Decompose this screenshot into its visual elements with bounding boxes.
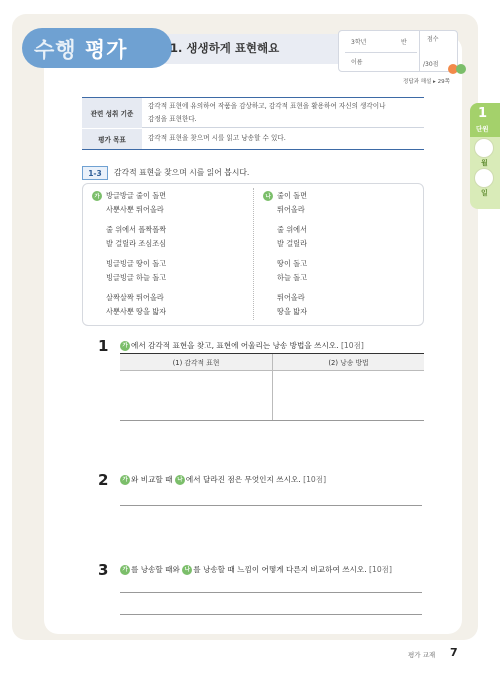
poem-a-badge: 가 bbox=[120, 565, 130, 575]
answer-table bbox=[120, 353, 424, 421]
question-text bbox=[120, 340, 364, 351]
poem-a-badge: 가 bbox=[92, 191, 102, 201]
poem-b-line: 하늘 돌고 bbox=[277, 273, 308, 282]
criteria-table bbox=[82, 97, 424, 150]
grade-label: 3학년 bbox=[351, 39, 367, 46]
class-label: 반 bbox=[401, 39, 407, 46]
poem-a-line: 사뿐사뿐 뛰어올라 bbox=[106, 205, 164, 214]
question-2-text-part2: 에서 달라진 점은 무엇인지 쓰시오. bbox=[185, 475, 301, 484]
question-points: [10점] bbox=[340, 341, 364, 350]
question-2-text-part1: 와 비교할 때 bbox=[131, 475, 175, 484]
answer-reference: 정답과 해설 ▸ 29쪽 bbox=[403, 79, 450, 85]
month-label: 월 bbox=[481, 159, 488, 167]
poem-b-line: 땅이 돌고 bbox=[277, 259, 308, 268]
criteria-value-line: 감각적 표현에 유의하여 작품을 감상하고, 감각적 표현을 활용하여 자신의 생각이나 bbox=[148, 102, 386, 110]
poem-a-line: 줄 위에서 폴짝폴짝 bbox=[106, 225, 167, 234]
month-circle bbox=[474, 138, 494, 158]
question-text bbox=[120, 474, 326, 485]
poem-divider bbox=[253, 188, 254, 320]
answer-line[interactable] bbox=[120, 614, 422, 615]
poem-a-line: 살짝살짝 뛰어올라 bbox=[106, 293, 164, 302]
student-info-box bbox=[338, 30, 458, 72]
total-score: /30점 bbox=[423, 61, 439, 68]
logo-icon bbox=[456, 64, 466, 74]
poem-a-line: 방글방글 줄이 돌면 bbox=[106, 191, 167, 200]
poem-a-line: 빙글빙글 땅이 돌고 bbox=[106, 259, 167, 268]
poem-b-badge: 나 bbox=[182, 565, 192, 575]
poem-b-badge: 나 bbox=[263, 191, 273, 201]
poem-b-badge: 나 bbox=[175, 475, 185, 485]
info-divider bbox=[345, 52, 417, 53]
question-points: [10점] bbox=[369, 565, 392, 574]
question-number: 3 bbox=[98, 561, 109, 579]
question-number: 1 bbox=[98, 337, 109, 355]
poem-a-badge: 가 bbox=[120, 475, 130, 485]
goal-value: 감각적 표현을 찾으며 시를 읽고 낭송할 수 있다. bbox=[148, 134, 286, 142]
criteria-label: 관련 성취 기준 bbox=[82, 98, 142, 128]
poem-b-line: 뛰어올라 bbox=[277, 205, 305, 214]
answer-line[interactable] bbox=[120, 592, 422, 593]
question-text bbox=[120, 564, 392, 575]
criteria-value-line: 감정을 표현한다. bbox=[148, 115, 197, 123]
poem-a-line: 빙글빙글 하늘 돌고 bbox=[106, 273, 167, 282]
page-number: 7 bbox=[450, 646, 458, 659]
poem-a-badge: 가 bbox=[120, 341, 130, 351]
answer-line[interactable] bbox=[120, 505, 422, 506]
side-tab-unit-number: 1 bbox=[478, 106, 488, 121]
poem-a-line: 사뿐사뿐 땅을 밟자 bbox=[106, 307, 167, 316]
goal-label: 평가 목표 bbox=[82, 129, 142, 149]
day-circle bbox=[474, 168, 494, 188]
answer-col-header: (1) 감각적 표현 bbox=[120, 354, 272, 371]
question-1-text: 에서 감각적 표현을 찾고, 표현에 어울리는 낭송 방법을 쓰시오. bbox=[131, 341, 339, 350]
footer-label: 평가 교재 bbox=[408, 651, 436, 659]
answer-col-header: (2) 낭송 방법 bbox=[273, 354, 424, 371]
title-word-1: 수행 bbox=[34, 38, 77, 62]
page-title bbox=[34, 34, 127, 62]
poem-b-line: 줄 위에서 bbox=[277, 225, 308, 234]
title-word-2: 평가 bbox=[84, 38, 128, 62]
name-label: 이름 bbox=[351, 59, 363, 66]
unit-title: 1. 생생하게 표현해요 bbox=[170, 41, 280, 55]
question-points: [10점] bbox=[303, 475, 327, 484]
question-3-text-part1: 를 낭송할 때와 bbox=[131, 565, 183, 574]
poem-b-line: 뛰어올라 bbox=[277, 293, 305, 302]
score-label: 점수 bbox=[427, 36, 439, 43]
answer-col-divider bbox=[272, 354, 273, 420]
poem-b-line: 발 걸릴라 bbox=[277, 239, 308, 248]
info-divider bbox=[419, 31, 420, 71]
poem-a-line: 발 걸릴라 조심조심 bbox=[106, 239, 167, 248]
section-title: 감각적 표현을 찾으며 시를 읽어 봅시다. bbox=[114, 168, 250, 177]
question-3-text-part2: 를 낭송할 때 느낌이 어떻게 다른지 비교하여 쓰시오. bbox=[193, 565, 367, 574]
section-number: 1-3 bbox=[82, 166, 108, 180]
day-label: 일 bbox=[481, 189, 488, 197]
side-tab-unit-label: 단원 bbox=[476, 125, 489, 133]
poem-b-line: 땅을 밟자 bbox=[277, 307, 308, 316]
question-number: 2 bbox=[98, 471, 109, 489]
poem-b-line: 줄이 돌면 bbox=[277, 191, 308, 200]
